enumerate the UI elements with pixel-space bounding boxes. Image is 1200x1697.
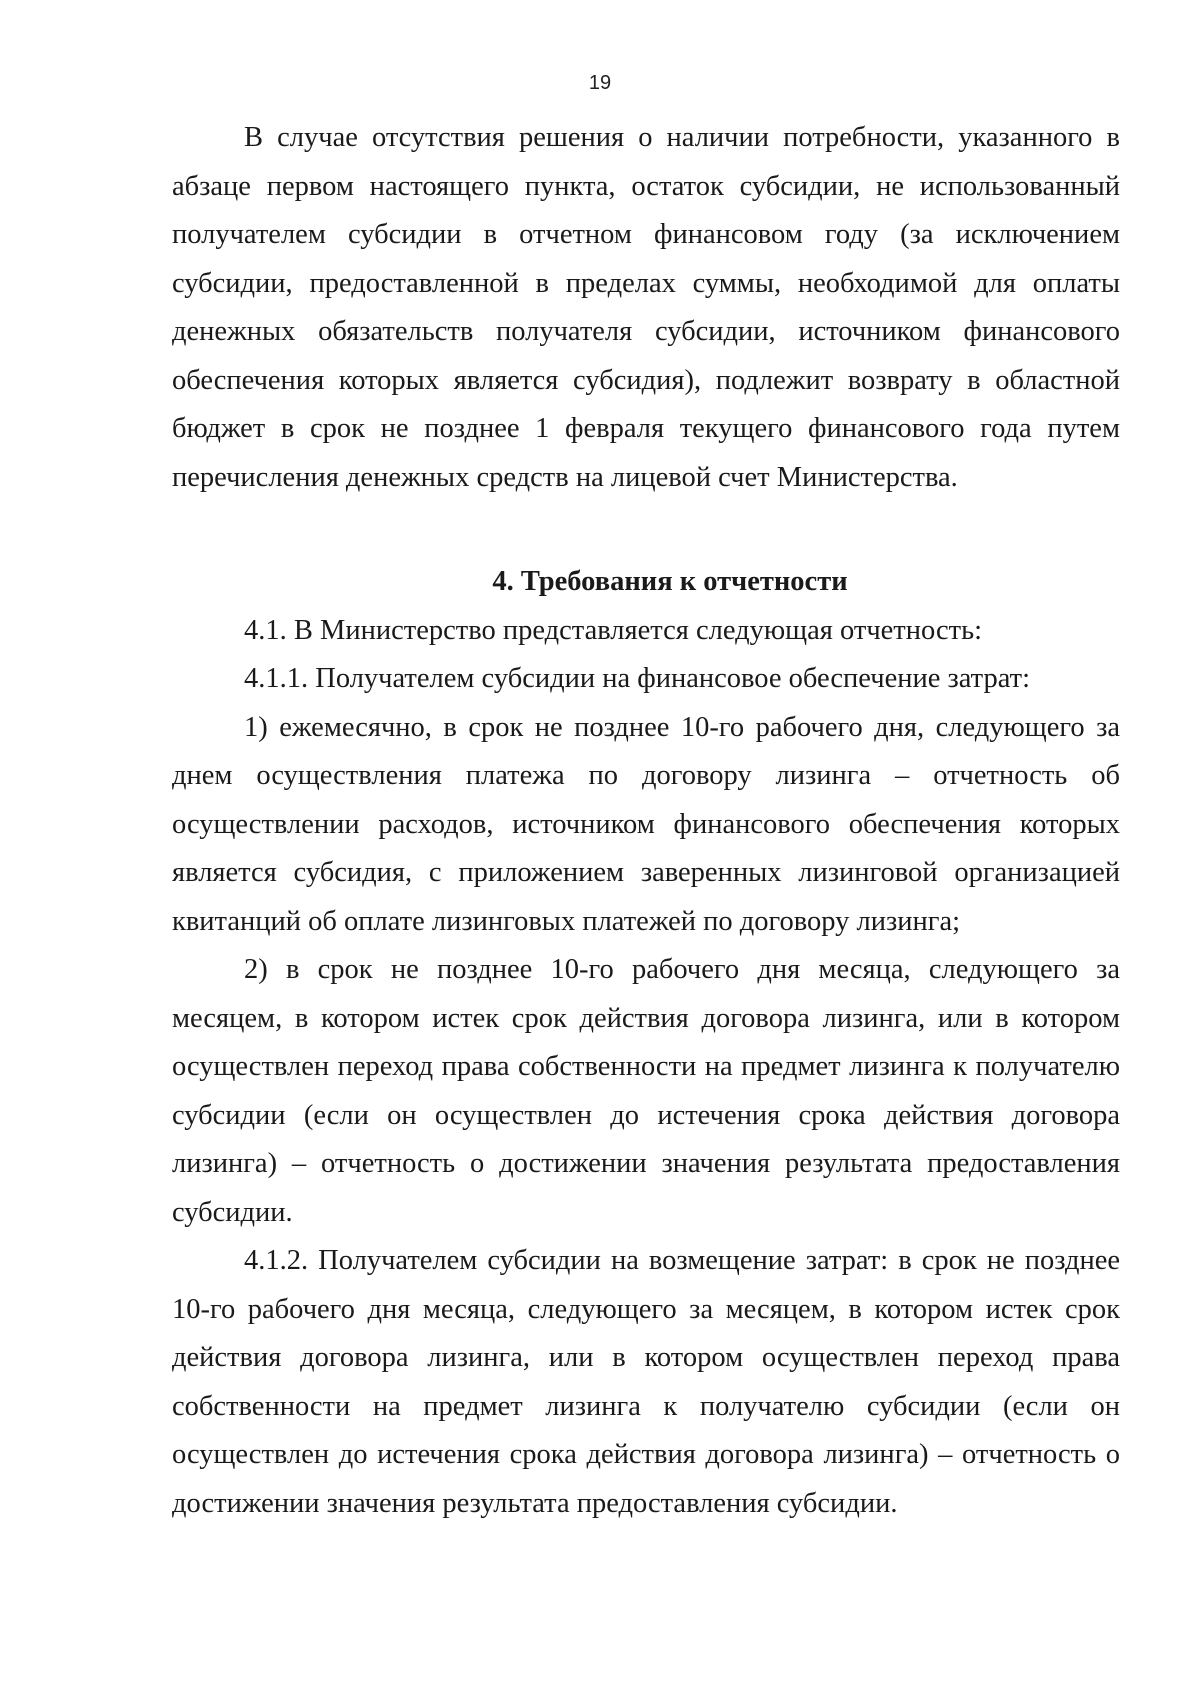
section-heading: 4. Требования к отчетности (492, 566, 848, 597)
page-number: 19 (588, 72, 612, 94)
paragraph-4-1-2: 4.1.2. Получателем субсидии на возмещение затрат: в срок не позднее 10-го рабочего дня месяца, следующего за месяцем, в котором истек срок действия договора лизинга, или в котором осуществлен переход права собственности на предмет лизинга к получателю субсидии (если он осуществлен до истечения срока действия договора лизинга) – отчетность о достижении значения результата предоставления субсидии. (172, 1245, 1120, 1519)
document-body (172, 114, 1120, 1528)
paragraph-4-1: 4.1. В Министерство представляется следующая отчетность: (244, 614, 982, 646)
section-spacer (172, 502, 1120, 558)
list-item-1: 1) ежемесячно, в срок не позднее 10-го рабочего дня, следующего за днем осуществления платежа по договору лизинга – отчетность об осуществлении расходов, источником финансового обеспечения которых является субсидия, с приложением заверенных лизинговой организацией квитанций об оплате лизинговых платежей по договору лизинга; (172, 711, 1120, 937)
intro-paragraph: В случае отсутствия решения о наличии потребности, указанного в абзаце первом настоящего пункта, остаток субсидии, не использованный получателем субсидии в отчетном финансовом году (за исключением субсидии, предоставленной в пределах суммы, необходимой для оплаты денежных обязательств получателя субсидии, источником финансового обеспечения которых является субсидия), подлежит возврату в областной бюджет в срок не позднее 1 февраля текущего финансового года путем перечисления денежных средств на лицевой счет Министерства. (172, 122, 1120, 493)
paragraph-4-1-1: 4.1.1. Получателем субсидии на финансовое обеспечение затрат: (244, 663, 1031, 694)
list-item-2: 2) в срок не позднее 10-го рабочего дня месяца, следующего за месяцем, в котором истек срок действия договора лизинга, или в котором осуществлен переход права собственности на предмет лизинга к получателю субсидии (если он осуществлен до истечения срока действия договора лизинга) – отчетность о достижении значения результата предоставления субсидии. (172, 954, 1120, 1228)
